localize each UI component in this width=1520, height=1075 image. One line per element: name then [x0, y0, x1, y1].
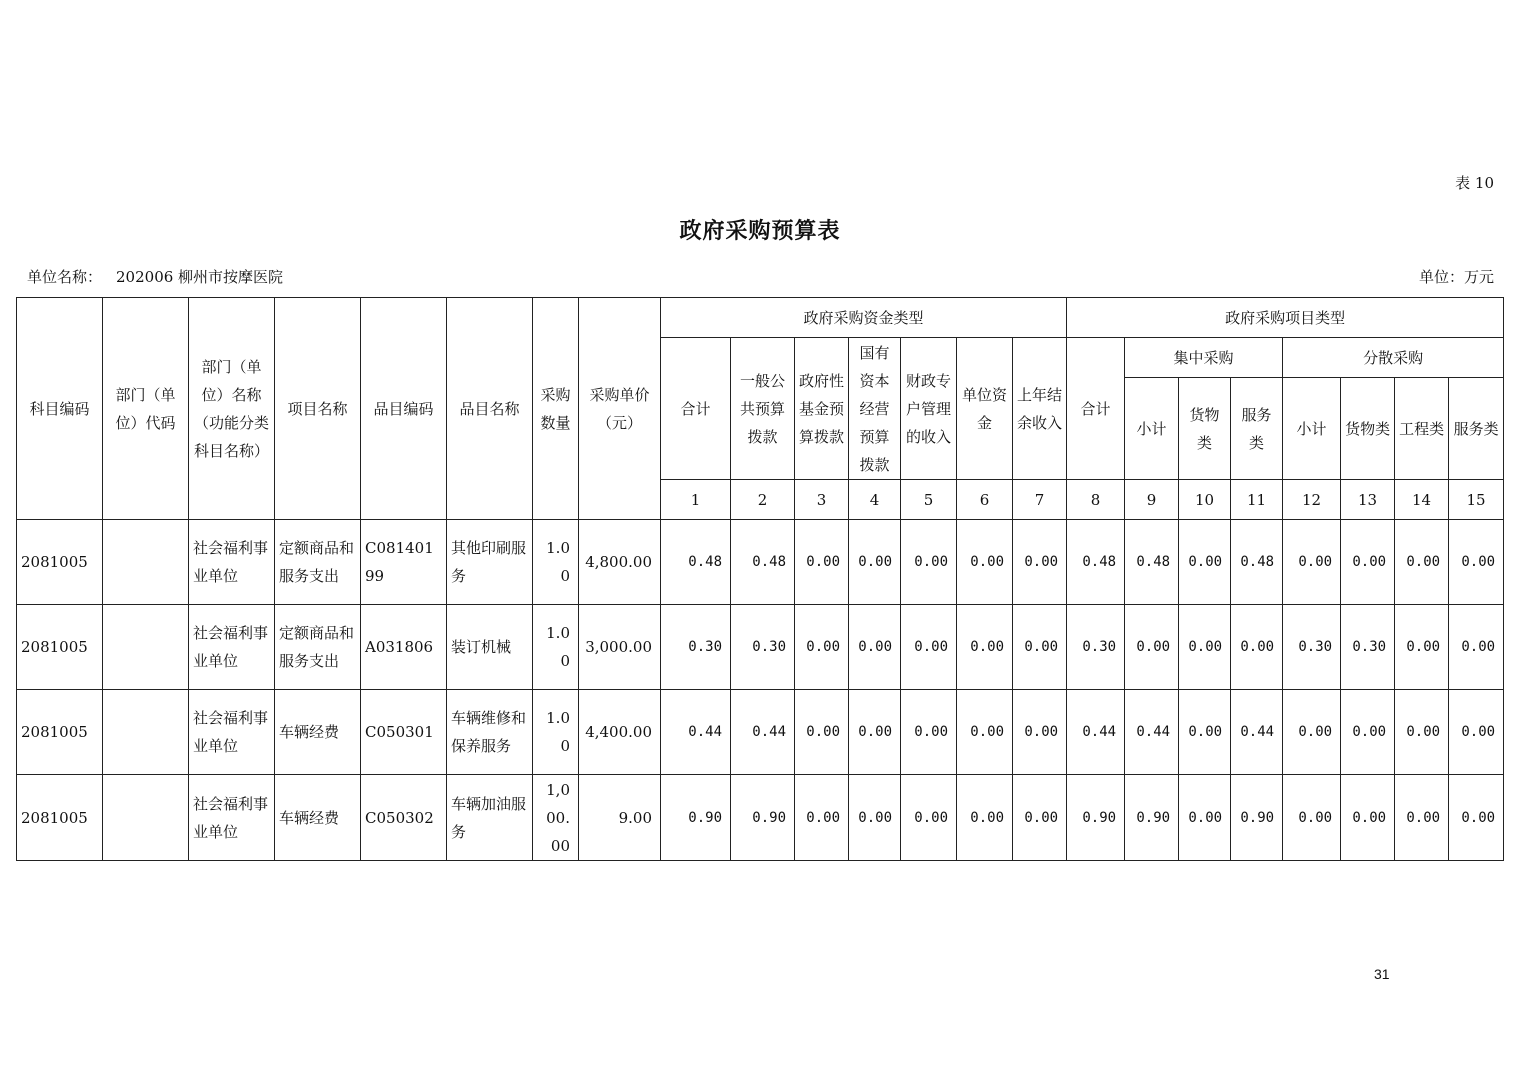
cell-project-name: 定额商品和服务支出: [275, 605, 361, 690]
cell-item-name: 车辆维修和保养服务: [447, 690, 533, 775]
header-general-budget: 一般公共预算拨款: [731, 338, 795, 480]
cell-value: 0.00: [1341, 775, 1395, 861]
column-number: 11: [1231, 480, 1283, 520]
cell-unit-price: 9.00: [579, 775, 661, 861]
cell-value: 0.00: [849, 605, 901, 690]
cell-subject-code: 2081005: [17, 520, 103, 605]
cell-dept-name: 社会福利事业单位: [189, 775, 275, 861]
column-number: 10: [1179, 480, 1231, 520]
header-dept-code: 部门（单位）代码: [103, 298, 189, 520]
cell-value: 0.00: [1449, 775, 1504, 861]
cell-value: 0.00: [1395, 605, 1449, 690]
cell-dept-code: [103, 520, 189, 605]
cell-subject-code: 2081005: [17, 690, 103, 775]
header-d-works: 工程类: [1395, 378, 1449, 480]
cell-value: 0.90: [1067, 775, 1125, 861]
cell-value: 0.00: [957, 605, 1013, 690]
cell-value: 0.00: [1013, 520, 1067, 605]
column-number: 12: [1283, 480, 1341, 520]
cell-value: 0.90: [731, 775, 795, 861]
table-number: 表 10: [1455, 174, 1494, 192]
cell-quantity: 1.00: [533, 520, 579, 605]
cell-value: 0.00: [957, 690, 1013, 775]
currency-unit: 单位：万元: [1418, 268, 1494, 286]
cell-value: 0.00: [957, 520, 1013, 605]
cell-value: 0.00: [1449, 690, 1504, 775]
cell-value: 0.00: [901, 690, 957, 775]
column-number: 5: [901, 480, 957, 520]
header-quantity: 采购数量: [533, 298, 579, 520]
document-title: 政府采购预算表: [679, 218, 841, 244]
cell-value: 0.00: [795, 690, 849, 775]
column-number: 14: [1395, 480, 1449, 520]
header-item-name: 品目名称: [447, 298, 533, 520]
cell-value: 0.00: [1125, 605, 1179, 690]
cell-value: 0.00: [1341, 690, 1395, 775]
cell-item-code: A031806: [361, 605, 447, 690]
cell-value: 0.44: [661, 690, 731, 775]
cell-value: 0.00: [1449, 520, 1504, 605]
cell-value: 0.00: [1179, 690, 1231, 775]
cell-value: 0.00: [1283, 690, 1341, 775]
header-centralized: 集中采购: [1125, 338, 1283, 378]
cell-item-name: 车辆加油服务: [447, 775, 533, 861]
cell-value: 0.00: [1013, 775, 1067, 861]
cell-value: 0.30: [1067, 605, 1125, 690]
cell-value: 0.00: [1341, 520, 1395, 605]
header-state-capital: 国有资本经营预算拨款: [849, 338, 901, 480]
header-project-name: 项目名称: [275, 298, 361, 520]
cell-value: 0.90: [661, 775, 731, 861]
column-number: 2: [731, 480, 795, 520]
cell-value: 0.00: [901, 775, 957, 861]
cell-value: 0.48: [1067, 520, 1125, 605]
header-d-goods: 货物类: [1341, 378, 1395, 480]
cell-value: 0.44: [1067, 690, 1125, 775]
header-subject-code: 科目编码: [17, 298, 103, 520]
cell-value: 0.00: [795, 605, 849, 690]
cell-value: 0.44: [1231, 690, 1283, 775]
cell-value: 0.00: [849, 775, 901, 861]
header-decentralized: 分散采购: [1283, 338, 1504, 378]
cell-value: 0.48: [731, 520, 795, 605]
cell-value: 0.30: [1283, 605, 1341, 690]
cell-dept-name: 社会福利事业单位: [189, 605, 275, 690]
header-project-type: 政府采购项目类型: [1067, 298, 1504, 338]
cell-value: 0.90: [1231, 775, 1283, 861]
column-number: 6: [957, 480, 1013, 520]
cell-value: 0.00: [1179, 605, 1231, 690]
cell-item-name: 其他印刷服务: [447, 520, 533, 605]
cell-project-name: 定额商品和服务支出: [275, 520, 361, 605]
cell-quantity: 1,000.00: [533, 775, 579, 861]
table-row: [17, 520, 1504, 605]
column-number: 15: [1449, 480, 1504, 520]
header-unit-fund: 单位资金: [957, 338, 1013, 480]
cell-value: 0.44: [731, 690, 795, 775]
header-c-services: 服务类: [1231, 378, 1283, 480]
header-item-code: 品目编码: [361, 298, 447, 520]
cell-value: 0.00: [849, 690, 901, 775]
cell-dept-code: [103, 775, 189, 861]
cell-value: 0.00: [1395, 690, 1449, 775]
cell-value: 0.48: [1231, 520, 1283, 605]
unit-name-label: 单位名称：: [27, 268, 103, 286]
column-number: 3: [795, 480, 849, 520]
cell-subject-code: 2081005: [17, 775, 103, 861]
unit-name-value: 202006 柳州市按摩医院: [116, 268, 284, 286]
cell-value: 0.00: [849, 520, 901, 605]
header-d-subtotal: 小计: [1283, 378, 1341, 480]
table-row: [17, 605, 1504, 690]
header-last-year-balance: 上年结余收入: [1013, 338, 1067, 480]
cell-dept-name: 社会福利事业单位: [189, 690, 275, 775]
cell-value: 0.00: [957, 775, 1013, 861]
cell-dept-name: 社会福利事业单位: [189, 520, 275, 605]
column-number: 9: [1125, 480, 1179, 520]
cell-value: 0.00: [1179, 775, 1231, 861]
header-project-total: 合计: [1067, 338, 1125, 480]
cell-value: 0.48: [661, 520, 731, 605]
cell-item-code: C050302: [361, 775, 447, 861]
cell-value: 0.00: [1013, 605, 1067, 690]
header-fiscal-account: 财政专户管理的收入: [901, 338, 957, 480]
cell-value: 0.30: [731, 605, 795, 690]
column-number: 8: [1067, 480, 1125, 520]
header-dept-name: 部门（单位）名称（功能分类科目名称）: [189, 298, 275, 520]
cell-value: 0.00: [1449, 605, 1504, 690]
cell-unit-price: 4,400.00: [579, 690, 661, 775]
cell-unit-price: 3,000.00: [579, 605, 661, 690]
cell-value: 0.30: [1341, 605, 1395, 690]
column-number: 13: [1341, 480, 1395, 520]
cell-value: 0.00: [901, 520, 957, 605]
cell-value: 0.30: [661, 605, 731, 690]
header-fund-type: 政府采购资金类型: [661, 298, 1067, 338]
cell-value: 0.00: [1013, 690, 1067, 775]
cell-quantity: 1.00: [533, 605, 579, 690]
cell-quantity: 1.00: [533, 690, 579, 775]
cell-item-name: 装订机械: [447, 605, 533, 690]
cell-value: 0.90: [1125, 775, 1179, 861]
cell-item-code: C050301: [361, 690, 447, 775]
page-number: 31: [1374, 966, 1390, 982]
cell-value: 0.00: [1395, 520, 1449, 605]
header-d-services: 服务类: [1449, 378, 1504, 480]
cell-value: 0.44: [1125, 690, 1179, 775]
cell-value: 0.00: [1179, 520, 1231, 605]
cell-dept-code: [103, 690, 189, 775]
procurement-budget-table: [16, 297, 1504, 861]
cell-value: 0.00: [1395, 775, 1449, 861]
cell-value: 0.48: [1125, 520, 1179, 605]
table-row: [17, 690, 1504, 775]
unit-name: [27, 266, 283, 287]
column-number: 1: [661, 480, 731, 520]
header-unit-price: 采购单价（元）: [579, 298, 661, 520]
cell-project-name: 车辆经费: [275, 690, 361, 775]
column-number: 7: [1013, 480, 1067, 520]
header-c-subtotal: 小计: [1125, 378, 1179, 480]
cell-value: 0.00: [1283, 520, 1341, 605]
header-fund-total: 合计: [661, 338, 731, 480]
cell-unit-price: 4,800.00: [579, 520, 661, 605]
cell-value: 0.00: [1231, 605, 1283, 690]
cell-dept-code: [103, 605, 189, 690]
table-row: [17, 775, 1504, 861]
cell-value: 0.00: [795, 775, 849, 861]
column-number: 4: [849, 480, 901, 520]
cell-item-code: C08140199: [361, 520, 447, 605]
header-c-goods: 货物类: [1179, 378, 1231, 480]
cell-subject-code: 2081005: [17, 605, 103, 690]
cell-project-name: 车辆经费: [275, 775, 361, 861]
header-gov-fund: 政府性基金预算拨款: [795, 338, 849, 480]
cell-value: 0.00: [901, 605, 957, 690]
cell-value: 0.00: [1283, 775, 1341, 861]
cell-value: 0.00: [795, 520, 849, 605]
